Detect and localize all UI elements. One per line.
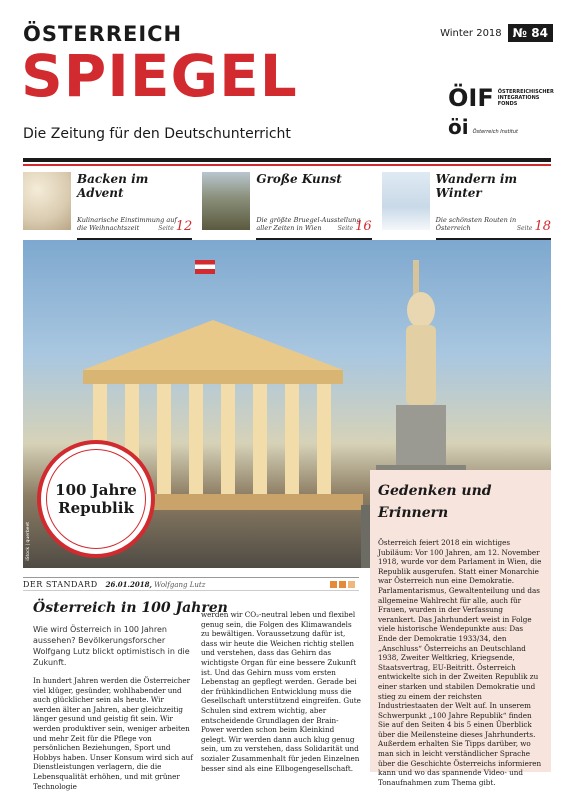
source-date — [106, 580, 206, 589]
teaser-body — [436, 172, 551, 234]
article-title: Österreich in 100 Jahren — [33, 600, 228, 616]
article-column-1: In hundert Jahren werden die Österreicher viel klüger, gesünder, wohlhabender und auch glücklicher sein als heute. Wir werden älter an Jahren, aber gleichzeitig länger gesund und geistig fit sein. Wir werden produktiver sein, weniger arbeiten und mehr Zeit für die Pflege von persönlichen Beziehungen, Sport und Hobbys haben. Unser Konsum wird sich auf Dienstleistungen verlagern, die die Lebensqualität erhöhen, und mit grüner Technologie — [33, 676, 193, 791]
issue-info — [440, 24, 553, 42]
section-marker — [330, 581, 355, 588]
masthead-title: SPIEGEL — [21, 42, 298, 110]
teaser-row — [23, 172, 551, 234]
teaser-backen[interactable] — [23, 172, 192, 234]
teaser-page — [338, 219, 372, 234]
masthead — [23, 22, 553, 152]
teaser-title: Wandern im Winter — [435, 172, 518, 200]
article-lead: Wie wird Österreich in 100 Jahren aussehen? Bevölkerungsforscher Wolfgang Lutz blickt optimistisch in die Zukunft. — [33, 625, 190, 667]
author: Wolfgang Lutz — [154, 580, 206, 589]
feature-box-body: Österreich feiert 2018 ein wichtiges Jubiläum: Vor 100 Jahren, am 12. November 1918, wurde vor dem Parlament in Wien, die Republik ausgerufen. Statt einer Monarchie war Österreich nun eine Demokratie. Parlamentarismus, Gewaltenteilung und das allgemeine Wahlrecht für alle, auch für Frauen, wurden in der Verfassung verankert. Das Jahrhundert weist in Folge viele historische Wendepunkte aus: Das Ende der Demokratie 1933/34, den „Anschluss“ Österreichs an Deutschland 1938, Zweiter Weltkrieg, Kriegsende, Staatsvertrag, EU-Beitritt. Österreich entwickelte sich in der Zweiten Republik zu einer starken und stabilen Demokratie und stieg zu einem der reichsten Industriestaaten der Welt auf. In unserem Schwerpunkt „100 Jahre Republik“ finden Sie auf den Seiten 4 bis 5 einen Überblick über die Meilensteine dieses Jahrhunderts. Außerdem erhalten Sie Tipps darüber, wo man sich in leicht verständlicher Sprache über die Geschichte Österreichs informieren kann und wo das spannende Video- und Tonaufnahmen zum Thema gibt. — [378, 538, 542, 787]
teaser-image-hikers — [382, 172, 430, 230]
teaser-subtitle: Die größte Bruegel-Ausstellung aller Zeiten in Wien — [256, 216, 361, 232]
page-number: 16 — [355, 219, 372, 234]
teaser-subtitle: Kulinarische Einstimmung auf die Weihnachtszeit — [77, 216, 177, 232]
oif-logo — [448, 86, 553, 110]
issue-season: Winter 2018 — [440, 27, 502, 39]
teaser-page — [517, 219, 551, 234]
tagline: Die Zeitung für den Deutschunterricht — [23, 126, 291, 142]
header-rule-accent — [23, 164, 551, 166]
teaser-title: Große Kunst — [256, 172, 342, 186]
teaser-page — [158, 219, 192, 234]
marker-square — [330, 581, 337, 588]
feature-box — [370, 470, 551, 787]
partner-logos — [448, 86, 553, 156]
header-rule — [23, 158, 551, 162]
marker-square — [348, 581, 355, 588]
issue-number: № 84 — [508, 24, 553, 42]
date-value: 26.01.2018, — [105, 579, 152, 589]
article-source-bar — [23, 577, 359, 591]
feature-box-title: Gedenken und Erinnern — [378, 483, 492, 521]
page-number: 18 — [534, 219, 551, 234]
photo-credit: iStock | querbeet — [26, 522, 31, 561]
page-number: 12 — [175, 219, 193, 234]
masthead-small-title: ÖSTERREICH — [23, 22, 183, 46]
teaser-body — [77, 172, 192, 234]
source-paper: DER STANDARD — [23, 579, 98, 589]
article-column-2: werden wir CO₂-neutral leben und flexibel genug sein, die Folgen des Klimawandels zu bewältigen. Voraussetzung dafür ist, dass wir heute die Weichen richtig stellen und verstehen, dass das Gehirn das wichtigste Organ für eine bessere Zukunft ist. Und das Gehirn muss vom ersten Lebenstag an gepflegt werden. Gerade bei der frühkindlichen Entwicklung muss die Gesellschaft unterstützend eingreifen. Gute Schulen sind extrem wichtig, aber entscheidende Grundlagen der Brain-Power werden schon beim Kleinkind gelegt. Wir werden dann auch klug genug sein, um zu verstehen, dass Solidarität und sozialer Zusammenhalt für jeden Einzelnen besser sind als eine Ellbogengesellschaft. — [201, 610, 361, 773]
teaser-image-painting — [202, 172, 250, 230]
marker-square — [339, 581, 346, 588]
page-label: Seite — [158, 225, 174, 232]
oif-text: ÖSTERREICHISCHER INTEGRATIONS FONDS — [497, 89, 554, 107]
austrian-flag-icon — [195, 260, 215, 274]
teaser-title: Backen im Advent — [77, 172, 149, 200]
stamp-ring — [46, 449, 146, 549]
oif-mark: ÖIF — [448, 84, 494, 112]
teaser-image-cookies — [23, 172, 71, 230]
stamp-text: 100 Jahre Republik — [55, 481, 137, 517]
teaser-body — [256, 172, 371, 234]
oi-logo — [448, 116, 553, 138]
oi-text: Österreich Institut — [472, 129, 518, 135]
teaser-kunst[interactable] — [202, 172, 371, 234]
oi-mark: öi — [448, 115, 469, 139]
page-label: Seite — [516, 225, 533, 232]
teaser-wandern[interactable] — [382, 172, 551, 234]
anniversary-stamp — [37, 440, 155, 558]
page-label: Seite — [337, 225, 354, 232]
teaser-subtitle: Die schönsten Routen in Österreich — [435, 216, 517, 232]
